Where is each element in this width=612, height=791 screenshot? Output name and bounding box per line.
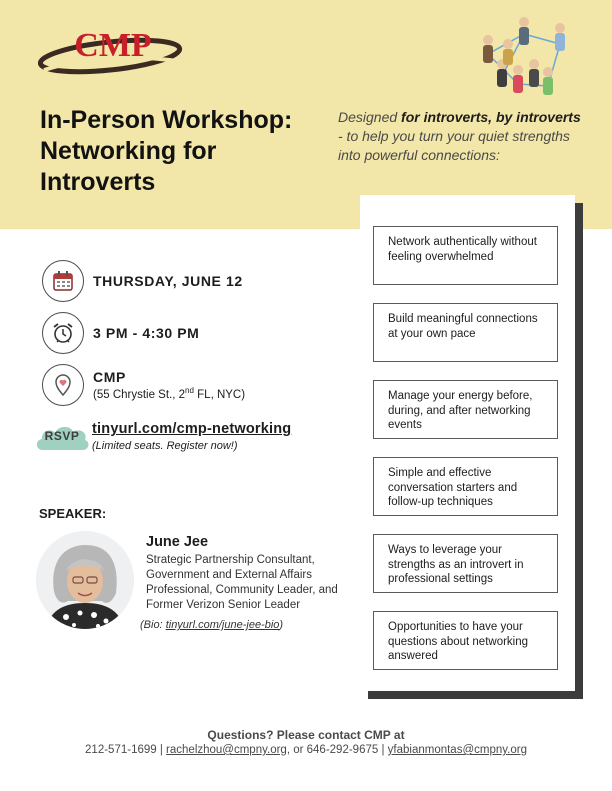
speaker-label: SPEAKER: [39,506,107,521]
networking-people-icon [468,14,580,104]
email-rachel[interactable]: rachelzhou@cmpny.org [166,744,287,756]
location-row [42,364,245,406]
speaker-bio: Strategic Partnership Consultant, Government and External Affairs Professional, Community Leader, and Former Verizon Senior Leader [146,554,338,611]
venue-name: CMP [93,369,126,386]
rsvp-badge: RSVP [33,420,91,456]
benefit-item: Build meaningful connections at your own pace [373,303,558,362]
footer-question: Questions? Please contact CMP at [207,728,405,742]
benefit-item: Ways to leverage your strengths as an introvert in professional settings [373,534,558,593]
alarm-clock-icon [42,312,84,354]
venue-address: (55 Chrystie St., 2nd FL, NYC) [93,386,246,401]
speaker-name: June Jee [146,534,209,550]
speaker-bio-link: (Bio: tinyurl.com/june-jee-bio) [140,619,284,631]
event-date: THURSDAY, JUNE 12 [93,273,243,289]
benefits-card [360,195,575,691]
tagline: Designed for introverts, by introverts - to help you turn your quiet strengths into powerful connections: [338,109,581,163]
rsvp-note: (Limited seats. Register now!) [92,440,238,452]
benefit-item: Network authentically without feeling overwhelmed [373,226,558,285]
email-yfabian[interactable]: yfabianmontas@cmpny.org [387,744,527,756]
rsvp-link[interactable]: tinyurl.com/cmp-networking [92,421,292,437]
page-title: In-Person Workshop: Networking for Introverts [40,106,293,196]
location-heart-pin-icon [42,364,84,406]
logo-text: CMP [74,27,152,64]
footer-contacts: 212-571-1699 | rachelzhou@cmpny.org, or 646-292-9675 | yfabianmontas@cmpny.org [85,744,527,756]
bio-url[interactable]: tinyurl.com/june-jee-bio [165,619,280,631]
date-row [42,260,243,302]
phone-2: 646-292-9675 [306,744,379,756]
benefit-item: Opportunities to have your questions about networking answered [373,611,558,670]
cmp-logo [38,20,188,80]
benefit-item: Simple and effective conversation starters and follow-up techniques [373,457,558,516]
time-row [42,312,199,354]
benefit-item: Manage your energy before, during, and after networking events [373,380,558,439]
event-time: 3 PM - 4:30 PM [93,325,200,341]
speaker-photo [36,531,134,629]
calendar-icon [42,260,84,302]
phone-1: 212-571-1699 [85,744,157,756]
